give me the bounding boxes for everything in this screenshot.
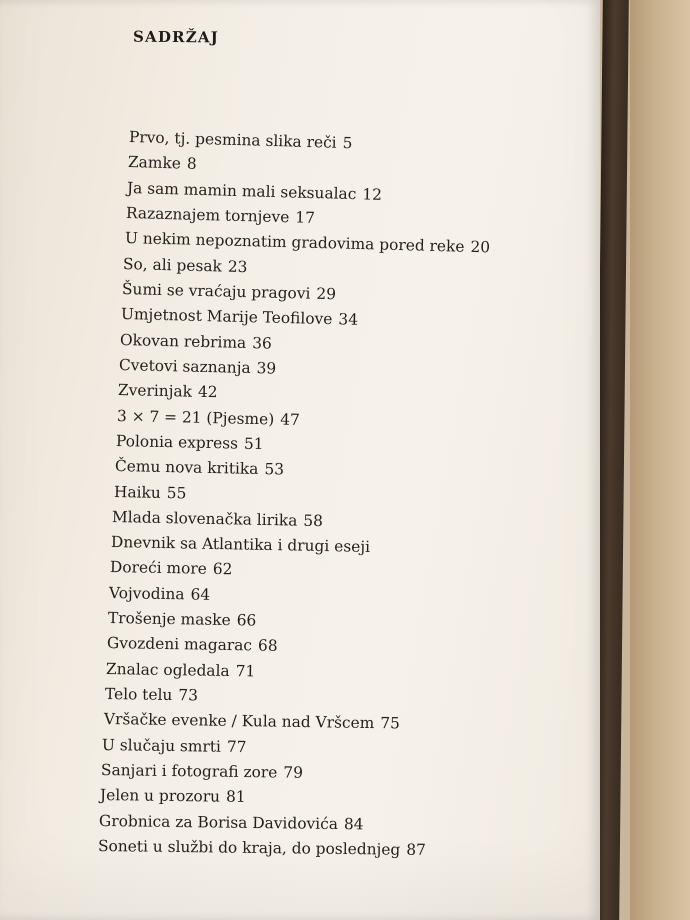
toc-entry-page-number: 81 — [226, 788, 246, 807]
toc-entry — [99, 812, 364, 833]
toc-entry — [117, 407, 300, 429]
toc-entry-title: U slučaju smrti — [102, 735, 222, 756]
toc-entry-page-number: 73 — [177, 686, 198, 705]
toc-entry-title: Cvetovi saznanja — [118, 355, 251, 377]
toc-entry-page-number: 47 — [279, 410, 300, 429]
toc-entry-title: Sanjari i fotografi zore — [101, 761, 278, 782]
toc-entry-page-number: 55 — [166, 483, 187, 502]
toc-entry-title: Gvozdeni magarac — [106, 634, 252, 655]
toc-entry-title: Čemu nova kritika — [114, 457, 259, 479]
toc-entry — [128, 153, 197, 173]
toc-entry — [118, 381, 218, 401]
toc-entry-page-number: 75 — [379, 714, 400, 733]
toc-entry-title: Prvo, tj. pesmina slika reči — [128, 128, 337, 152]
toc-entry — [119, 356, 277, 378]
toc-entry-title: Grobnica za Borisa Davidovića — [98, 811, 339, 833]
toc-entry — [106, 660, 256, 680]
toc-entry — [100, 786, 246, 806]
toc-entry-page-number: 20 — [469, 238, 490, 257]
toc-entry-page-number: 39 — [256, 359, 277, 378]
toc-entry-title: Haiku — [113, 482, 161, 502]
toc-entry-title: Vojvodina — [108, 583, 185, 604]
toc-entry — [121, 305, 358, 329]
toc-entry-page-number: 87 — [406, 840, 426, 860]
toc-entry-page-number: 64 — [190, 585, 211, 604]
toc-entry-page-number: 84 — [343, 814, 364, 834]
toc-entry — [108, 609, 257, 630]
toc-entry-title: Trošenje maske — [107, 609, 231, 630]
toc-entry-page-number: 53 — [263, 460, 284, 479]
toc-entry-title: Znalac ogledala — [105, 659, 230, 680]
toc-entry-page-number: 12 — [361, 184, 382, 204]
toc-entry — [110, 558, 233, 578]
toc-entry — [123, 255, 248, 276]
toc-entry-title: Ja sam mamin mali seksualac — [126, 178, 357, 203]
table-surface — [630, 0, 690, 920]
toc-entry-title: U nekim nepoznatim gradovima pored reke — [124, 229, 465, 256]
toc-entry — [103, 710, 399, 732]
toc-entry-title: Razaznajem tornjeve — [125, 203, 290, 227]
toc-entry-page-number: 66 — [236, 611, 257, 630]
toc-entry — [105, 685, 198, 704]
toc-entry-title: Šumi se vraćaju pragovi — [122, 279, 311, 303]
toc-entry-page-number: 51 — [243, 434, 264, 453]
toc-entry-title: Mlada slovenačka lirika — [112, 507, 298, 530]
toc-entry-page-number: 77 — [227, 737, 248, 756]
toc-entry-page-number: 34 — [338, 310, 359, 329]
toc-entry-page-number: 42 — [197, 382, 218, 402]
toc-entry-page-number: 71 — [235, 661, 256, 681]
toc-entry-title: Zverinjak — [117, 381, 193, 401]
toc-entry — [101, 761, 303, 782]
toc-entry-page-number: 5 — [342, 133, 353, 153]
toc-entry-page-number: 58 — [303, 511, 324, 530]
toc-entry-title: Soneti u službi do kraja, do poslednjeg — [97, 837, 401, 859]
toc-entry — [109, 584, 210, 604]
toc-entry-page-number: 17 — [294, 208, 315, 227]
toc-entry-page-number: 62 — [212, 560, 233, 579]
toc-entry-title: Vršačke evenke / Kula nad Vršcem — [103, 710, 374, 733]
toc-entry — [129, 128, 353, 152]
toc-entry-title: Telo telu — [104, 685, 173, 705]
toc-entry-title: 3 × 7 = 21 (Pjesme) — [116, 406, 275, 428]
toc-entry — [114, 457, 283, 478]
toc-entry-page-number: 79 — [283, 763, 304, 782]
toc-entry-title: So, ali pesak — [123, 254, 223, 276]
toc-entry — [122, 280, 336, 303]
toc-entry-title: Jelen u prozoru — [100, 786, 221, 806]
toc-entry-page-number: 68 — [257, 636, 278, 656]
toc-entry — [116, 432, 264, 453]
toc-entry — [107, 634, 278, 655]
toc-entry — [102, 736, 247, 756]
toc-entry — [112, 508, 323, 530]
toc-entry — [125, 204, 314, 227]
toc-entry-title: Zamke — [127, 153, 182, 173]
toc-entry — [124, 229, 489, 256]
toc-entry-title: Polonia express — [115, 431, 238, 453]
toc-entry — [111, 533, 370, 556]
toc-entry-page-number: 8 — [186, 154, 197, 174]
toc-entry — [120, 331, 272, 353]
toc-entry-page-number: 29 — [316, 284, 337, 304]
toc-entry-title: Dnevnik sa Atlantika i drugi eseji — [111, 533, 371, 557]
toc-entry-title: Umjetnost Marije Teofilove — [121, 305, 333, 329]
toc-entry-title: Doreći more — [110, 558, 208, 579]
toc-entry-title: Okovan rebrima — [119, 330, 247, 352]
toc-entry-page-number: 36 — [252, 333, 273, 353]
toc-entry-page-number: 23 — [228, 257, 249, 276]
page-title: SADRŽAJ — [132, 27, 220, 47]
toc-entry — [98, 837, 426, 859]
toc-entry — [127, 179, 382, 204]
toc-entry — [113, 483, 186, 502]
